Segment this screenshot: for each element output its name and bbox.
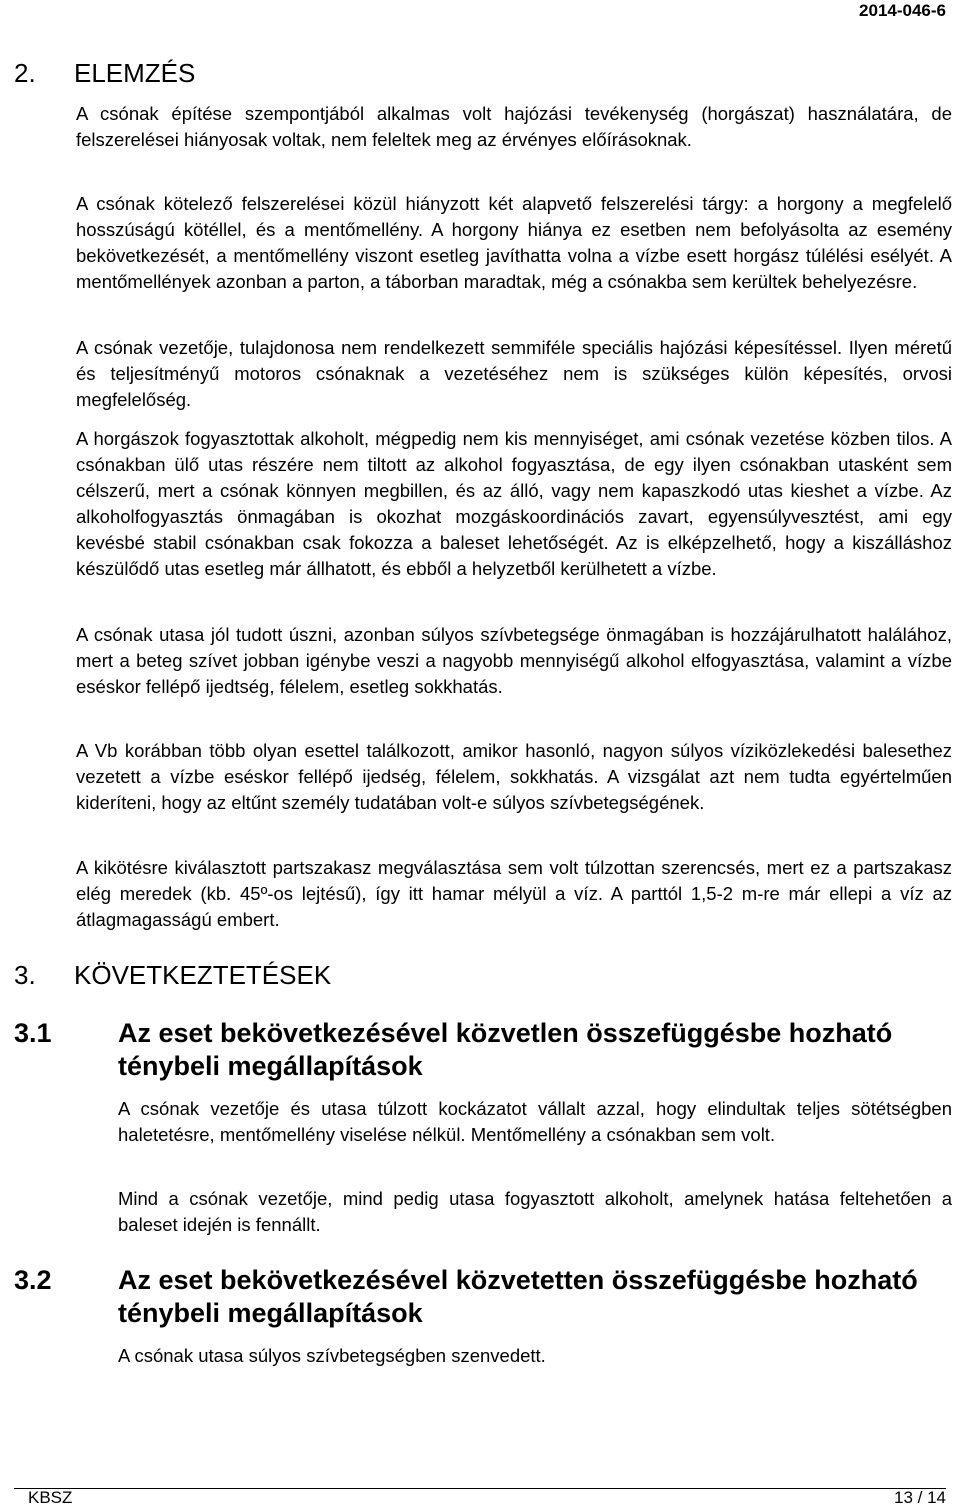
- analysis-paragraph-4: A horgászok fogyasztottak alkoholt, mégpedig nem kis mennyiséget, ami csónak vezetése közben tilos. A csónakban ülő utas részére nem tiltott az alkohol fogyasztása, de egy ilyen csónakban utasként sem célszerű, mert a csónak könnyen megbillen, és az álló, vagy nem kapaszkodó utas kieshet a vízbe. Az alkoholfogyasztás önmagában is okozhat mozgáskoordinációs zavart, egyensúlyvesztést, ami egy kevésbé stabil csónakban csak fokozza a baleset lehetőségét. Az is elképzelhető, hogy a kiszálláshoz készülődő utas esetleg már állhatott, és ebből a helyzetből kerülhetett a vízbe.: [76, 428, 952, 579]
- analysis-paragraph-7: A kikötésre kiválasztott partszakasz megválasztása sem volt túlzottan szerencsés, mert ez a partszakasz elég meredek (kb. 45º-os lejtésű), így itt hamar mélyül a víz. A parttól 1,5-2 m-re már ellepi a víz az átlagmagasságú embert.: [76, 857, 952, 930]
- conclusion-3-2-paragraph-1: A csónak utasa súlyos szívbetegségben szenvedett.: [118, 1345, 546, 1366]
- subsection-3-2-title: Az eset bekövetkezésével közvetetten összefüggésbe hozható ténybeli megállapítások: [118, 1265, 918, 1328]
- conclusion-3-1-paragraph-2: Mind a csónak vezetője, mind pedig utasa fogyasztott alkoholt, amelynek hatása feltehetően a baleset idején is fennállt.: [118, 1188, 952, 1235]
- subsection-3-1-heading: [14, 1017, 954, 1083]
- analysis-paragraph-5: A csónak utasa jól tudott úszni, azonban súlyos szívbetegsége önmagában is hozzájárulhatott halálához, mert a beteg szívet jobban igénybe veszi a nagyobb mennyiségű alkohol elfogyasztása, valamint a vízbe eséskor fellépő ijedtség, félelem, esetleg sokkhatás.: [76, 624, 952, 697]
- footer-page-number: 13 / 14: [894, 1488, 946, 1507]
- analysis-paragraph-2: A csónak kötelező felszerelései közül hiányzott két alapvető felszerelési tárgy: a horgony a megfelelő hosszúságú kötéllel, és a mentőmellény. A horgony hiánya ez esetben nem befolyásolta az esemény bekövetkezését, a mentőmellény viszont esetleg javíthatta volna a vízbe esett horgász túlélési esélyét. A mentőmellények azonban a parton, a táborban maradtak, még a csónakba sem kerültek behelyezésre.: [76, 193, 952, 292]
- subsection-3-1-number: 3.1: [14, 1018, 52, 1048]
- section-2-title: ELEMZÉS: [74, 58, 196, 88]
- analysis-paragraph-3: A csónak vezetője, tulajdonosa nem rendelkezett semmiféle speciális hajózási képesítéssel. Ilyen méretű és teljesítményű motoros csónaknak a vezetéséhez nem is szükséges külön képesítés, orvosi megfelelőség.: [76, 337, 952, 410]
- subsection-3-1-title: Az eset bekövetkezésével közvetlen összefüggésbe hozható ténybeli megállapítások: [118, 1018, 893, 1081]
- section-3-number: 3.: [14, 960, 36, 990]
- section-2-heading: [14, 56, 195, 90]
- section-3-title: KÖVETKEZTETÉSEK: [74, 960, 332, 990]
- section-3-heading: [14, 958, 331, 992]
- subsection-3-2-heading: [14, 1264, 954, 1330]
- analysis-paragraph-1: A csónak építése szempontjából alkalmas volt hajózási tevékenység (horgászat) használatára, de felszerelései hiányosak voltak, nem feleltek meg az érvényes előírásoknak.: [76, 103, 952, 150]
- conclusion-3-1-paragraph-1: A csónak vezetője és utasa túlzott kockázatot vállalt azzal, hogy elindultak teljes sötétségben haletetésre, mentőmellény viselése nélkül. Mentőmellény a csónakban sem volt.: [118, 1098, 952, 1145]
- analysis-paragraph-6: A Vb korábban több olyan esettel találkozott, amikor hasonló, nagyon súlyos víziközlekedési balesethez vezetett a vízbe eséskor fellépő ijedség, félelem, sokkhatás. A vizsgálat azt nem tudta egyértelműen kideríteni, hogy az eltűnt személy tudatában volt-e súlyos szívbetegségének.: [76, 740, 952, 813]
- document-id: 2014-046-6: [859, 1, 946, 20]
- footer-organization: KBSZ: [28, 1488, 73, 1507]
- section-2-number: 2.: [14, 58, 36, 88]
- subsection-3-2-number: 3.2: [14, 1265, 52, 1295]
- footer-divider: [14, 1488, 946, 1489]
